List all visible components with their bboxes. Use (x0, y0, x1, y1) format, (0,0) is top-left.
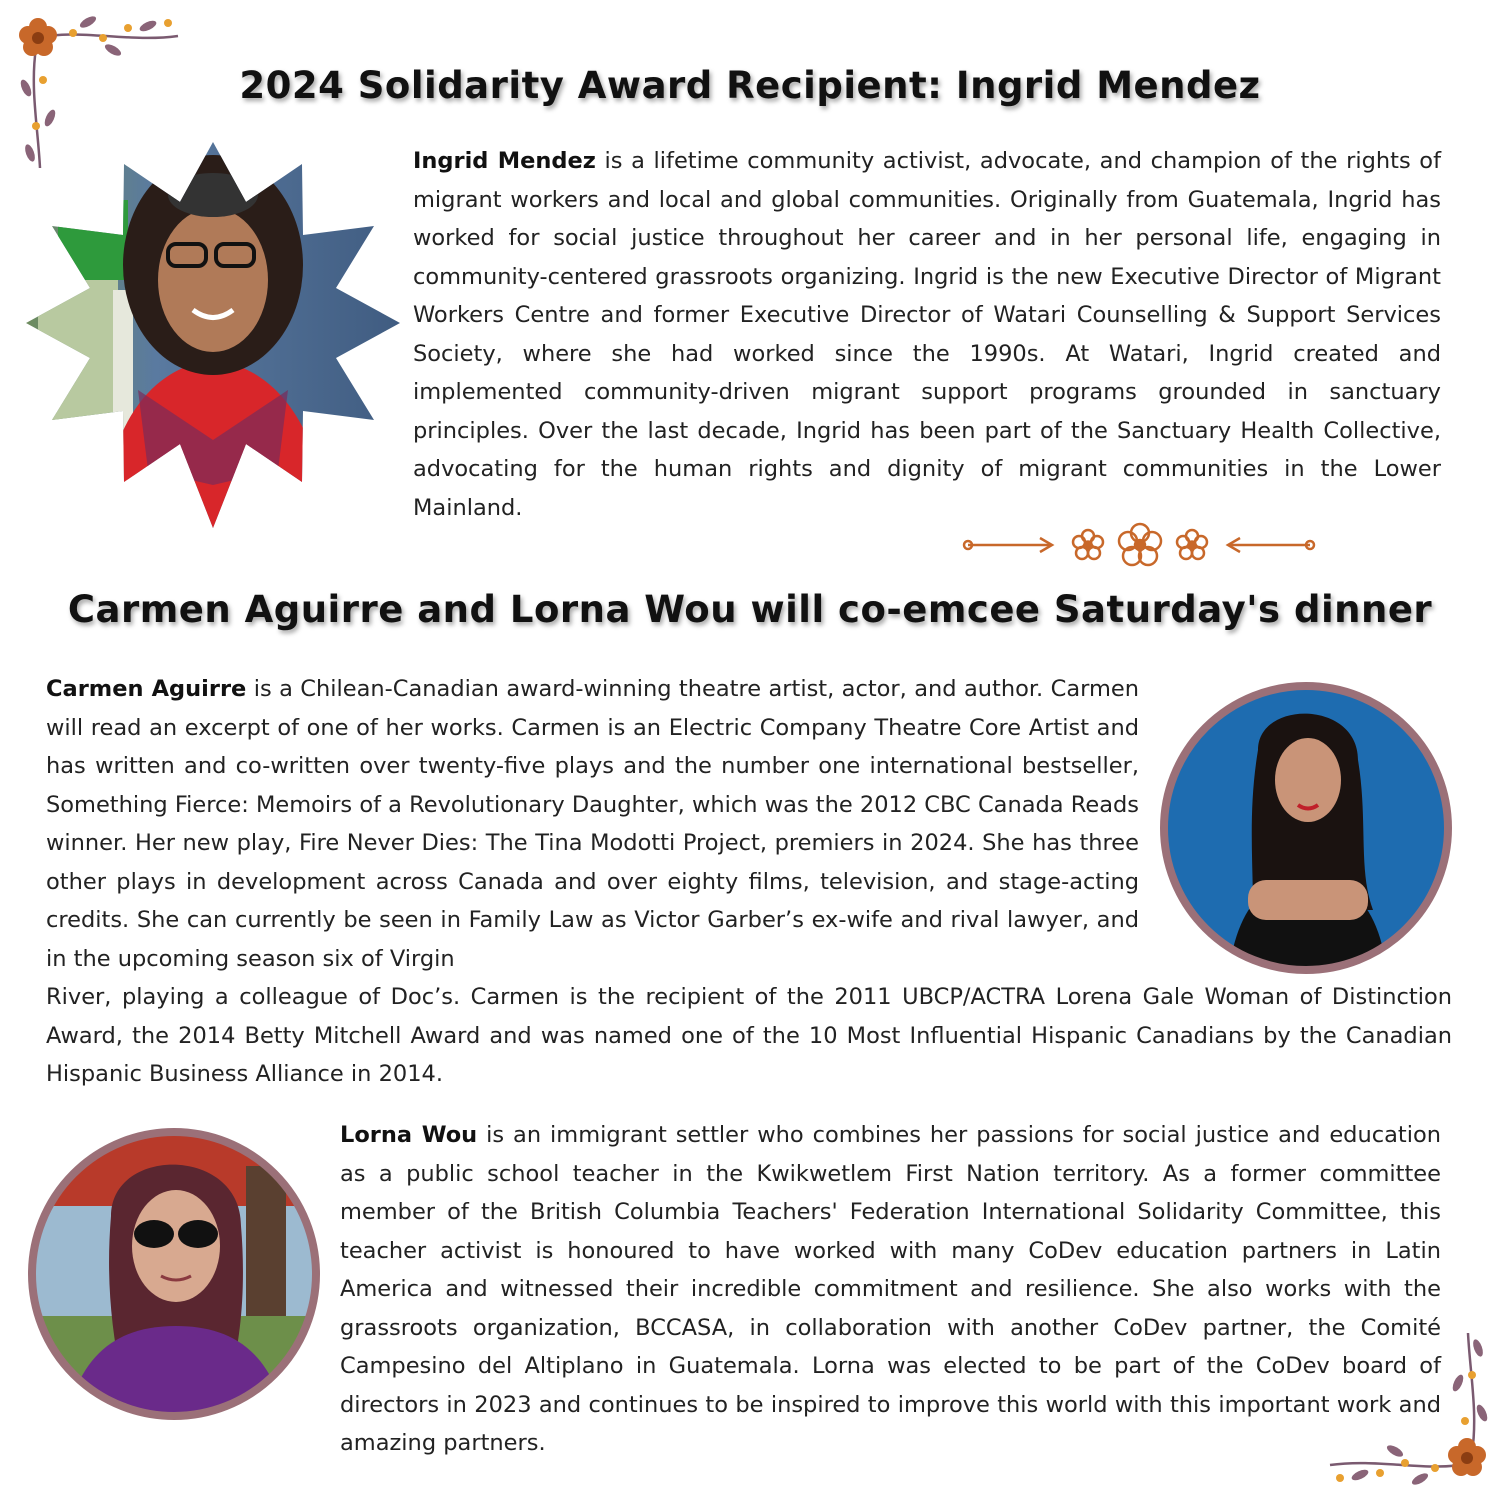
section-2-title: Carmen Aguirre and Lorna Wou will co-emcee Saturday's dinner (67, 588, 1433, 631)
carmen-photo (1158, 680, 1454, 976)
ingrid-photo (18, 140, 408, 530)
ingrid-name: Ingrid Mendez (413, 148, 596, 174)
carmen-bio (46, 670, 1139, 978)
flower-icon (1119, 524, 1161, 565)
flower-icon (1177, 530, 1207, 559)
flower-icon (1448, 1438, 1486, 1476)
flower-divider-decoration (960, 520, 1320, 570)
lorna-bio (340, 1116, 1441, 1463)
flower-icon (1073, 530, 1103, 559)
carmen-bio-text: is a Chilean-Canadian award-winning theatre artist, actor, and author. Carmen will read an excerpt of one of her works. Carmen is an Electric Company Theatre Core Artist and has written and co-written over twenty-five plays and the number one international bestseller, Something Fierce: Memoirs of a Revolutionary Daughter, which was the 2012 CBC Canada Reads winner. Her new play, Fire Never Dies: The Tina Modotti Project, premiers in 2024. She has three other plays in development across Canada and over eighty films, television, and stage-acting credits. She can currently be seen in Family Law as Victor Garber’s ex-wife and rival lawyer, and in the upcoming season six of Virgin (46, 676, 1139, 972)
lorna-name: Lorna Wou (340, 1122, 478, 1148)
ingrid-bio-text: is a lifetime community activist, advocate, and champion of the rights of migrant workers and local and global communities. Originally from Guatemala, Ingrid has worked for social justice throughout her career and in her personal life, engaging in community-centered grassroots organizing. Ingrid is the new Executive Director of Migrant Workers Centre and former Executive Director of Watari Counselling & Support Services Society, where she had worked since the 1990s. At Watari, Ingrid created and implemented community-driven migrant support programs grounded in sanctuary principles. Over the last decade, Ingrid has been part of the Sanctuary Health Collective, advocating for the human rights and dignity of migrant communities in the Lower Mainland. (413, 148, 1441, 521)
ingrid-bio (413, 142, 1441, 527)
carmen-bio-continued: River, playing a colleague of Doc’s. Carmen is the recipient of the 2011 UBCP/ACTRA Lorena Gale Woman of Distinction Award, the 2014 Betty Mitchell Award and was named one of the 10 Most Influential Hispanic Canadians by the Canadian Hispanic Business Alliance in 2014. (46, 984, 1452, 1087)
flower-icon (19, 18, 57, 56)
lorna-photo (26, 1126, 322, 1422)
section-1-title: 2024 Solidarity Award Recipient: Ingrid Mendez (239, 64, 1261, 107)
carmen-name: Carmen Aguirre (46, 676, 247, 702)
lorna-bio-text: is an immigrant settler who combines her passions for social justice and education as a public school teacher in the Kwikwetlem First Nation territory. As a former committee member of the British Columbia Teachers' Federation International Solidarity Committee, this teacher activist is honoured to have worked with many CoDev education partners in Latin America and witnessed their incredible commitment and resilience. She also works with the grassroots organization, BCCASA, in collaboration with another CoDev partner, the Comité Campesino del Altiplano in Guatemala. Lorna was elected to be part of the CoDev board of directors in 2023 and continues to be inspired to improve this world with this important work and amazing partners. (340, 1122, 1441, 1456)
